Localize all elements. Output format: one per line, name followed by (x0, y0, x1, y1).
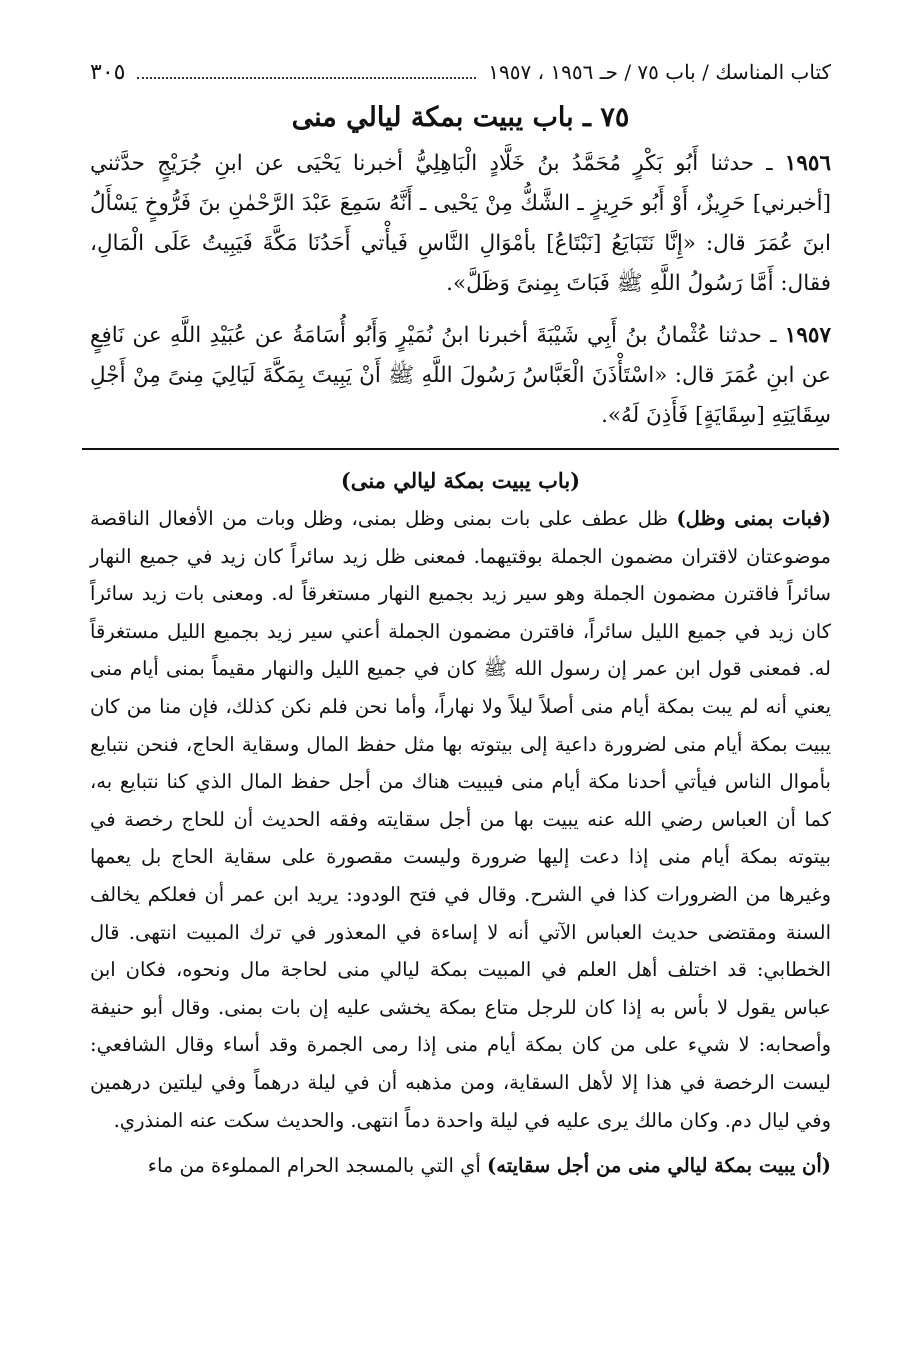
hadith-number: ١٩٥٧ (784, 323, 831, 348)
hadith-text: ـ حدثنا أَبُو بَكْرٍ مُحَمَّدُ بنُ خَلَّادٍ الْبَاهِلِيُّ أخبرنا يَحْيَى عن ابنِ جُرَيْجٍ حدَّثني [أخبرني] حَرِيزٌ، أَوْ أَبُو حَرِيزٍ ـ الشَّكُّ مِنْ يَحْيى ـ أَنَّهُ سَمِعَ عَبْدَ الرَّحْمٰنِ بنَ فَرُّوخٍ يَسْأَلُ ابنَ عُمَرَ قال: «إِنَّا نَتَبَايَعُ [نَبْتَاعُ] بأمْوَالِ النَّاسِ فَيأْتي أَحَدُنَا مَكَّةَ فَيَبِيتُ عَلَى الْمَالِ، فقال: أَمَّا رَسُولُ اللَّهِ ﷺ فَبَاتَ بِمِنىً وَظَلَّ». (90, 151, 831, 296)
hadith-text: ـ حدثنا عُثْمانُ بنُ أَبِي شَيْبَةَ أخبرنا ابنُ نُمَيْرٍ وَأَبُو أُسَامَةُ عن عُبَيْدِ اللَّهِ عن نَافِعٍ عن ابنِ عُمَرَ قال: «اسْتَأْذَنَ الْعَبَّاسُ رَسُولَ اللَّهِ ﷺ أَنْ يَبِيتَ بِمَكَّةَ لَيَالِيَ مِنىً مِنْ أَجْلِ سِقَايَتِهِ [سِقَايَةٍ] فَأَذِنَ لَهُ». (90, 323, 831, 428)
chapter-title: ٧٥ ـ باب يبيت بمكة ليالي منى (291, 102, 630, 133)
hadith-1956 (90, 144, 831, 304)
leader-dots (137, 63, 476, 79)
running-title: كتاب المناسك / باب ٧٥ / حـ ١٩٥٦ ، ١٩٥٧ (488, 60, 831, 84)
commentary-title: (باب يبيت بمكة ليالي منى) (340, 468, 581, 493)
commentary-lemma: (أن يبيت بمكة ليالي منى من أجل سقايته) (487, 1154, 831, 1178)
commentary-paragraph (90, 500, 831, 1139)
running-header (90, 58, 831, 88)
section-divider (82, 448, 839, 450)
page-number: ٣٠٥ (90, 60, 126, 85)
commentary-text: ظل عطف على بات بمنى وظل بمنى، وظل وبات من الأفعال الناقصة موضوعتان لاقتران مضمون الجملة بوقتيهما. فمعنى ظل زيد سائراً كان زيد في جميع النهار سائراً فاقترن مضمون الجملة وهو سير زيد بجميع النهار مستغرقاً له. ومعنى بات زيد سائراً كان زيد في جميع الليل سائراً، فاقترن مضمون الجملة أعني سير زيد بجميع الليل مستغرقاً له. فمعنى قول ابن عمر إن رسول الله ﷺ كان في جميع الليل والنهار مقيماً بمنى أيام منى يعني أنه لم يبت بمكة أيام منى أصلاً ليلاً ولا نهاراً، وأما نحن فلم نكن كذلك، فإن منا من كان يبيت بمكة أيام منى لضرورة داعية إلى بيتوته بها مثل حفظ المال وسقاية الحاج، فنحن نتبايع بأموال الناس فيأتي أحدنا مكة أيام منى فيبيت هناك من أجل حفظ المال الذي كنا نتبايع به، كما أن العباس رضي الله عنه يبيت بها من أجل سقايته وفقه الحديث أن للحاج رخصة في بيتوته بمكة أيام منى إذا دعت إليها ضرورة وليست مقصورة على سقاية الحاج بل يعمها وغيرها من الضرورات كذا في الشرح. وقال في فتح الودود: يريد ابن عمر أن فعلكم يخالف السنة ومقتضى حديث العباس الآتي أنه لا إساءة في المعذور في ترك المبيت انتهى. قال الخطابي: قد اختلف أهل العلم في المبيت بمكة ليالي منى لحاجة مال ونحوه، فكان ابن عباس يقول لا بأس به إذا كان للرجل متاع بمكة يخشى عليه إن بات بمنى. وقال أبو حنيفة وأصحابه: لا شيء على من كان بمكة أيام منى إذا رمى الجمرة وقد أساء وقال الشافعي: ليست الرخصة في هذا إلا لأهل السقاية، ومن مذهبه أن في ليلة درهماً وفي ليلتين درهمين وفي ليال دم. وكان مالك يرى عليه في ليلة واحدة دماً انتهى. والحديث سكت عنه المنذري. (90, 507, 831, 1132)
hadith-1957 (90, 316, 831, 436)
commentary-lemma: (فبات بمنى وظل) (676, 507, 832, 530)
hadith-number: ١٩٥٦ (784, 151, 831, 176)
commentary-text: أي التي بالمسجد الحرام المملوءة من ماء (147, 1154, 481, 1178)
commentary-paragraph (90, 1147, 831, 1185)
